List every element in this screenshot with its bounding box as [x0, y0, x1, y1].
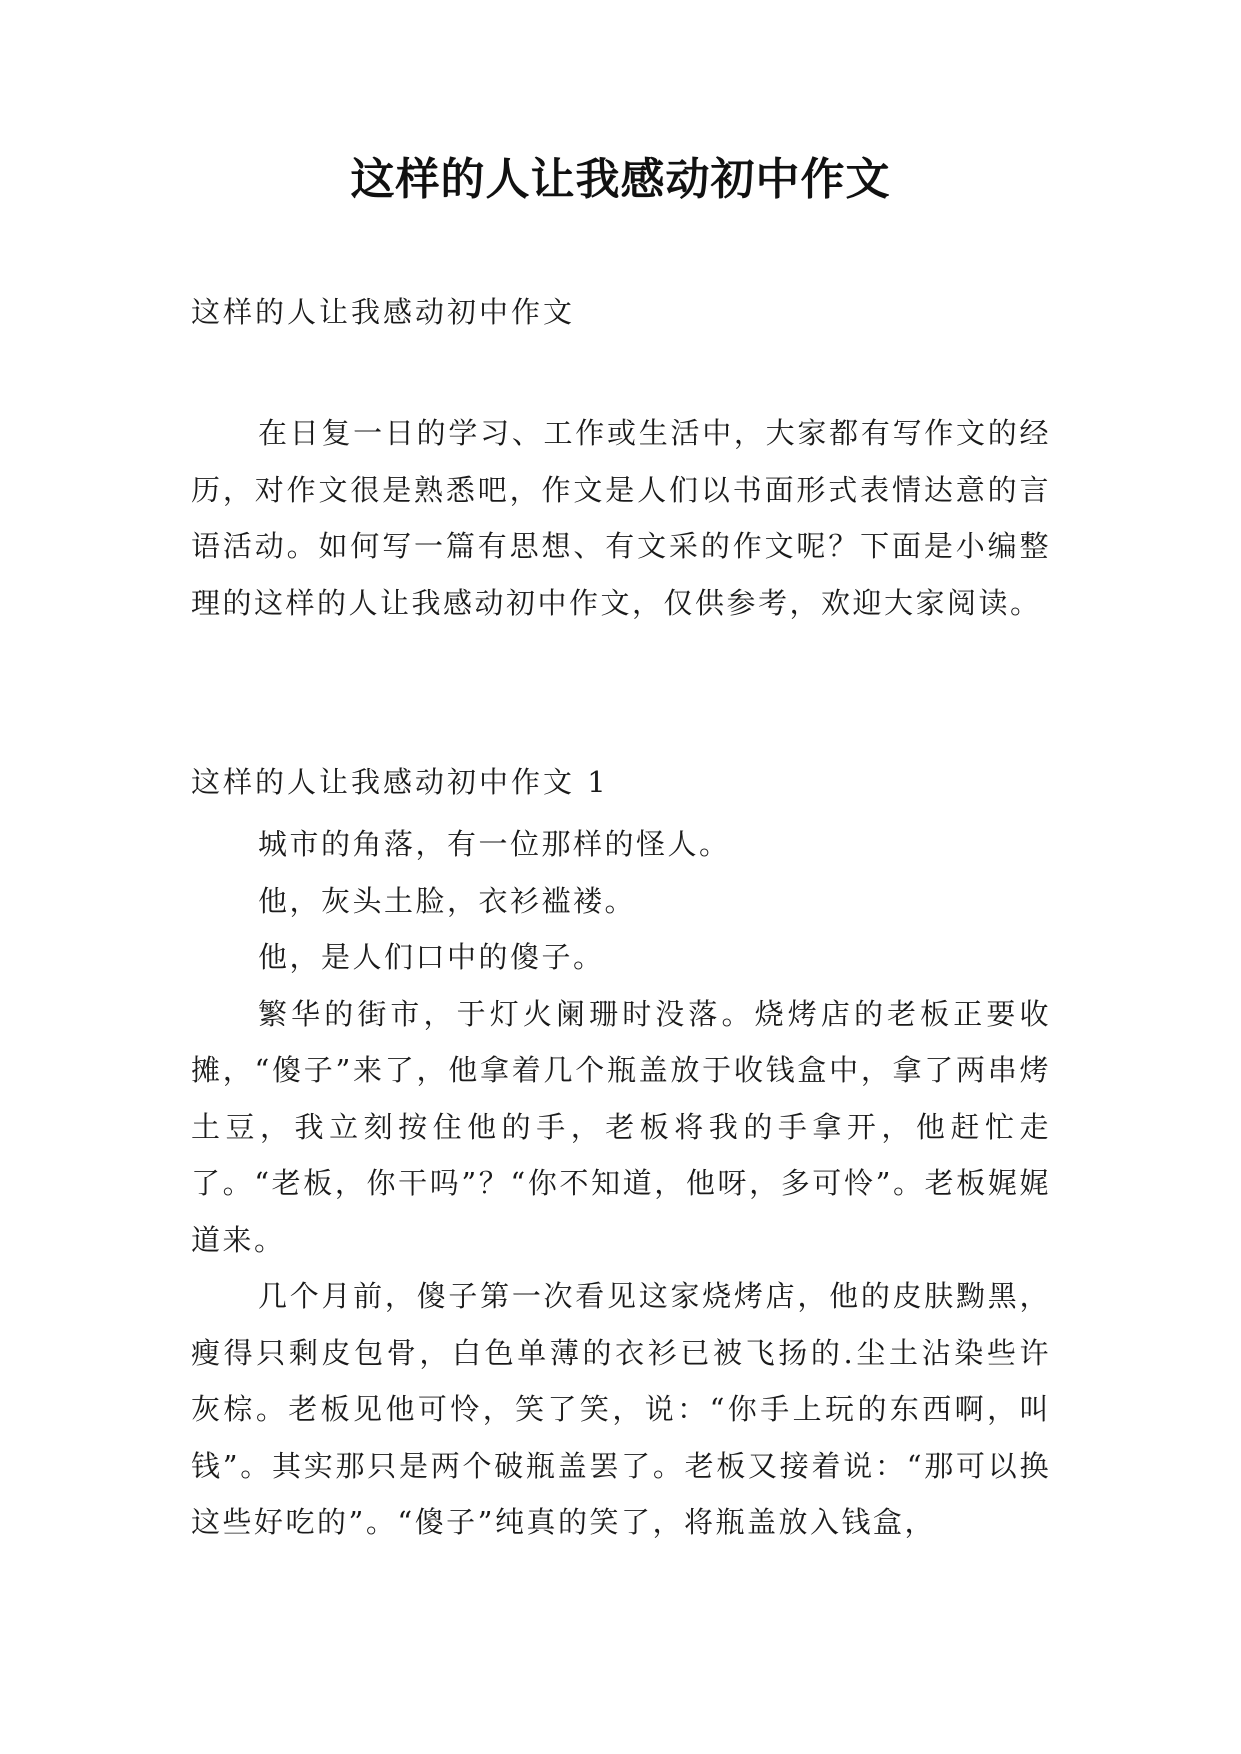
essay-paragraph-5: 几个月前，傻子第一次看见这家烧烤店，他的皮肤黝黑，瘦得只剩皮包骨，白色单薄的衣衫已被飞扬的.尘土沾染些许灰棕。老板见他可怜，笑了笑，说：“你手上玩的东西啊，叫钱”。其实那只是两个破瓶盖罢了。老板又接着说：“那可以换这些好吃的”。“傻子”纯真的笑了，将瓶盖放入钱盒，: [191, 1279, 1051, 1539]
document-title: 这样的人让我感动初中作文: [350, 154, 891, 205]
document-subtitle: 这样的人让我感动初中作文: [191, 295, 576, 329]
section-heading: 这样的人让我感动初中作文 1: [191, 765, 609, 799]
essay-body: [191, 816, 1051, 1551]
intro-paragraph: 在日复一日的学习、工作或生活中，大家都有写作文的经历，对作文很是熟悉吧，作文是人们以书面形式表情达意的言语活动。如何写一篇有思想、有文采的作文呢？下面是小编整理的这样的人让我感动初中作文，仅供参考，欢迎大家阅读。: [191, 416, 1051, 620]
essay-paragraph-2: 他，灰头土脸，衣衫褴褛。: [258, 883, 637, 918]
essay-paragraph-3: 他，是人们口中的傻子。: [258, 940, 605, 974]
essay-paragraph-1: 城市的角落，有一位那样的怪人。: [258, 827, 731, 861]
essay-paragraph-4: 繁华的街市，于灯火阑珊时没落。烧烤店的老板正要收摊，“傻子”来了，他拿着几个瓶盖放于收钱盒中，拿了两串烤土豆，我立刻按住他的手，老板将我的手拿开，他赶忙走了。“老板，你干吗”？“你不知道，他呀，多可怜”。老板娓娓道来。: [191, 996, 1051, 1257]
